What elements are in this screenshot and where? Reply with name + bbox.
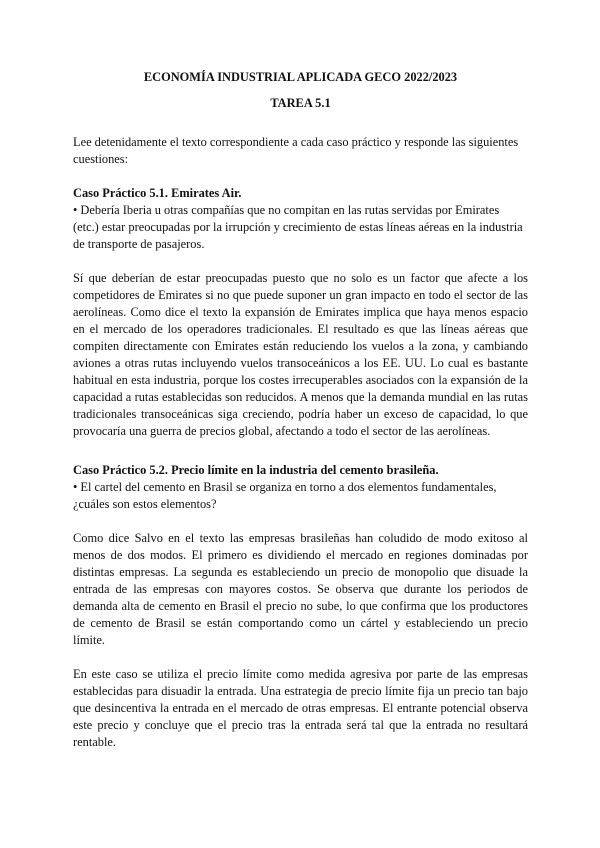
- case-question: • Debería Iberia u otras compañías que no compitan en las rutas servidas por Emirates (etc.) estar preocupadas por la irrupción y crecimiento de estas líneas aéreas en la industria de transporte de pasajeros.: [73, 203, 523, 251]
- case-answer-paragraph: En este caso se utiliza el precio límite como medida agresiva por parte de las empresas establecidas para disuadir la entrada. Una estrategia de precio límite fija un precio tan bajo que desincentiva la entrada en el mercado de otras empresas. El entrante potencial observa este precio y concluye que el precio tras la entrada será tal que la entrada no resultará rentable.: [73, 667, 528, 749]
- case-answer-paragraph: Sí que deberían de estar preocupadas puesto que no solo es un factor que afecte a los competidores de Emirates si no que puede suponer un gran impacto en todo el sector de las aerolíneas. Como dice el texto la expansión de Emirates implica que haya menos espacio en el mercado de los operadores tradicionales. El resultado es que las líneas aéreas que compiten directamente con Emirates están reduciendo los vuelos a la zona, y cambiando aviones a otras rutas incluyendo vuelos transoceánicos a los EE. UU. Lo cual es bastante habitual en esta industria, porque los costes irrecuperables asociados con la expansión de la capacidad a rutas establecidas son reducidos. A menos que la demanda mundial en las rutas tradicionales transoceánicas siga creciendo, podría haber un exceso de capacidad, lo que provocaría una guerra de precios global, afectando a todo el sector de las aerolíneas.: [73, 271, 528, 438]
- intro-paragraph: Lee detenidamente el texto correspondiente a cada caso práctico y responde las siguientes cuestiones:: [73, 135, 519, 166]
- case-heading: Caso Práctico 5.1. Emirates Air.: [73, 186, 242, 200]
- case-answer-paragraph: Como dice Salvo en el texto las empresas brasileñas han coludido de modo exitoso al menos de dos modos. El primero es dividiendo el mercado en regiones dominadas por distintas empresas. La segunda es estableciendo un precio de monopolio que disuade la entrada de las empresas con mayores costos. Se observa que durante los periodos de demanda alta de cemento en Brasil el precio no sube, lo que confirma que los productores de cemento de Brasil se están comportando como un cártel y estableciendo un precio límite.: [73, 531, 528, 647]
- case-heading: Caso Práctico 5.2. Precio límite en la industria del cemento brasileña.: [73, 463, 439, 477]
- document-content: [73, 68, 528, 751]
- case-section-5-2: [73, 462, 528, 751]
- case-question: • El cartel del cemento en Brasil se organiza en torno a dos elementos fundamentales, ¿cuáles son estos elementos?: [73, 480, 497, 511]
- case-section-5-1: [73, 185, 528, 440]
- task-title: TAREA 5.1: [270, 96, 331, 110]
- course-title: ECONOMÍA INDUSTRIAL APLICADA GECO 2022/2023: [143, 70, 458, 84]
